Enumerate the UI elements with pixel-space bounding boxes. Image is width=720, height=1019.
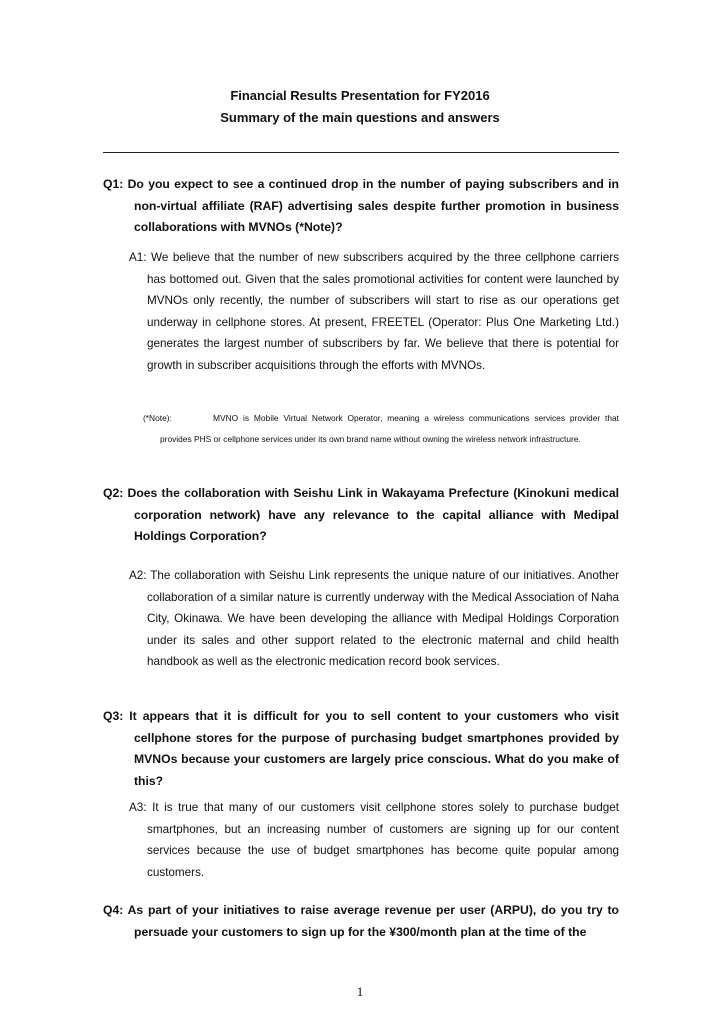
answer-2: A2: The collaboration with Seishu Link represents the unique nature of our initiatives. Another collaboration of a similar nature is currently underway with the Medical Association of Naha City, Okinawa. We have been developing the alliance with Medipal Holdings Corporation under its sales and other support related to the electronic maternal and child health handbook as well as the electronic medication record book services. — [129, 569, 619, 668]
document-subtitle: Summary of the main questions and answers — [220, 110, 500, 125]
question-4: Q4: As part of your initiatives to raise average revenue per user (ARPU), do you try to persuade your customers to sign up for the ¥300/month plan at the time of the — [103, 903, 619, 939]
footnote — [143, 408, 619, 450]
footnote-label: (*Note): — [143, 413, 172, 423]
question-1: Q1: Do you expect to see a continued drop in the number of paying subscribers and in non-virtual affiliate (RAF) advertising sales despite further promotion in business collaborations with MVNOs (*Note)? — [103, 177, 619, 234]
question-2: Q2: Does the collaboration with Seishu Link in Wakayama Prefecture (Kinokuni medical corporation network) have any relevance to the capital alliance with Medipal Holdings Corporation? — [103, 486, 619, 543]
page-number: 1 — [356, 984, 364, 999]
answer-1: A1: We believe that the number of new subscribers acquired by the three cellphone carriers has bottomed out. Given that the sales promotional activities for content were launched by MVNOs only recently, the number of subscribers will start to rise as our operations get underway in cellphone stores. At present, FREETEL (Operator: Plus One Marketing Ltd.) generates the largest number of subscribers by far. We believe that there is potential for growth in subscriber acquisitions through the efforts with MVNOs. — [129, 251, 619, 372]
footnote-text: MVNO is Mobile Virtual Network Operator, meaning a wireless communications services provider that provides PHS or cellphone services under its own brand name without owning the wireless network infrastructure. — [160, 413, 619, 444]
header-divider — [103, 152, 619, 153]
document-title: Financial Results Presentation for FY2016 — [230, 88, 490, 103]
question-3: Q3: It appears that it is difficult for you to sell content to your customers who visit cellphone stores for the purpose of purchasing budget smartphones provided by MVNOs because your customers are largely price conscious. What do you make of this? — [103, 709, 619, 788]
answer-3: A3: It is true that many of our customers visit cellphone stores solely to purchase budget smartphones, but an increasing number of customers are signing up for our content services because the use of budget smartphones has become quite popular among customers. — [129, 801, 619, 879]
